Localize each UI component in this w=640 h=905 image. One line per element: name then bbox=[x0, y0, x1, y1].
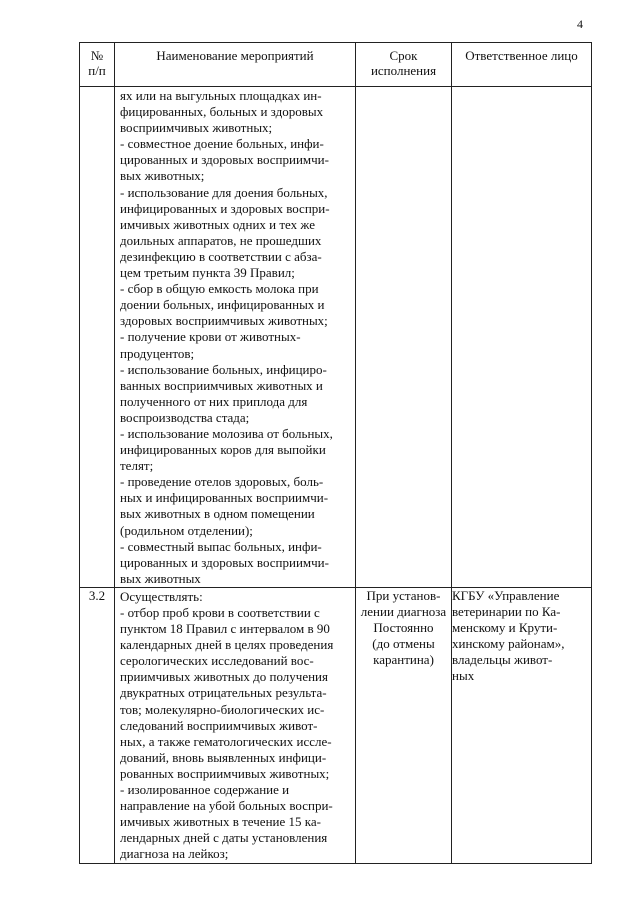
text-line: полученного от них приплода для bbox=[120, 393, 308, 409]
responsible-line: ных bbox=[452, 668, 475, 684]
text-line: - получение крови от животных- bbox=[120, 329, 301, 345]
text-line: пунктом 18 Правил с интервалом в 90 bbox=[120, 621, 330, 637]
text-line: фицированных, больных и здоровых bbox=[120, 104, 324, 120]
header-number-line1: № bbox=[90, 48, 104, 63]
text-line: цированных и здоровых восприимчи- bbox=[120, 152, 329, 168]
row2-number: 3.2 bbox=[80, 587, 115, 863]
text-line: ных, а также гематологических иссле- bbox=[120, 733, 332, 749]
row1-number bbox=[80, 87, 115, 588]
row1-term bbox=[356, 87, 452, 588]
term-line: Постоянно bbox=[373, 620, 434, 636]
text-line: инфицированных коров для выпойки bbox=[120, 442, 326, 458]
text-line: календарных дней в целях проведения bbox=[120, 637, 334, 653]
responsible-line: КГБУ «Управление bbox=[452, 587, 560, 603]
text-line: восприимчивых животных; bbox=[120, 120, 273, 136]
text-line: имчивых животных в течение 15 ка- bbox=[120, 814, 321, 830]
text-line: ванных восприимчивых животных и bbox=[120, 377, 323, 393]
text-line: дезинфекцию в соответствии с абза- bbox=[120, 248, 322, 264]
text-line: - сбор в общую емкость молока при bbox=[120, 281, 319, 297]
term-line: лении диагноза bbox=[360, 604, 447, 619]
text-line: цированных и здоровых восприимчи- bbox=[120, 554, 329, 570]
row2-responsible bbox=[452, 587, 592, 863]
responsible-line: владельцы живот- bbox=[452, 652, 553, 668]
text-line: (родильном отделении); bbox=[120, 522, 253, 538]
text-line: следований восприимчивых живот- bbox=[120, 717, 318, 733]
text-line: - совместный выпас больных, инфи- bbox=[120, 538, 322, 554]
text-line: доильных аппаратов, не прошедших bbox=[120, 232, 322, 248]
text-line: двукратных отрицательных результа- bbox=[120, 685, 327, 701]
text-line: серологических исследований вос- bbox=[120, 653, 314, 669]
header-term-line1: Срок bbox=[389, 48, 418, 63]
table-row bbox=[80, 87, 592, 588]
text-line: здоровых восприимчивых животных; bbox=[120, 313, 328, 329]
text-line: направление на убой больных воспри- bbox=[120, 798, 333, 814]
text-line: - использование для доения больных, bbox=[120, 184, 328, 200]
text-line: дований, вновь выявленных инфици- bbox=[120, 749, 327, 765]
term-line: карантина) bbox=[373, 652, 434, 668]
page-number: 4 bbox=[577, 17, 583, 31]
row1-text bbox=[115, 87, 355, 587]
text-line: доении больных, инфицированных и bbox=[120, 297, 325, 313]
text-line: - проведение отелов здоровых, боль- bbox=[120, 474, 324, 490]
text-line: имчивых животных одних и тех же bbox=[120, 216, 315, 232]
table-row bbox=[80, 587, 592, 863]
header-name bbox=[115, 43, 356, 87]
text-line: тов; молекулярно-биологических ис- bbox=[120, 701, 325, 717]
text-line: приимчивых животных до получения bbox=[120, 669, 328, 685]
responsible-line: хинскому районам», bbox=[452, 636, 565, 652]
text-line: - использование больных, инфициро- bbox=[120, 361, 327, 377]
text-line: Осуществлять: bbox=[120, 588, 203, 604]
text-line: вых животных в одном помещении bbox=[120, 506, 315, 522]
row1-responsible bbox=[452, 87, 592, 588]
text-line: - использование молозива от больных, bbox=[120, 425, 333, 441]
row2-text bbox=[115, 588, 355, 863]
header-term bbox=[356, 43, 452, 87]
term-line: При установ- bbox=[366, 587, 441, 603]
row2-measures bbox=[115, 587, 356, 863]
table-header-row bbox=[80, 43, 592, 87]
text-line: телят; bbox=[120, 458, 154, 474]
header-term-line2: исполнения bbox=[370, 63, 437, 78]
responsible-line: менскому и Крути- bbox=[452, 620, 558, 636]
responsible-line: ветеринарии по Ка- bbox=[452, 604, 561, 619]
row1-measures bbox=[115, 87, 356, 588]
text-line: - отбор проб крови в соответствии с bbox=[120, 605, 320, 620]
text-line: инфицированных и здоровых воспри- bbox=[120, 200, 330, 216]
text-line: продуцентов; bbox=[120, 345, 195, 361]
text-line: - совместное доение больных, инфи- bbox=[120, 136, 324, 152]
header-responsible bbox=[452, 43, 592, 87]
header-responsible-text: Ответственное лицо bbox=[465, 48, 578, 63]
text-line: вых животных bbox=[120, 570, 201, 586]
text-line: ных и инфицированных восприимчи- bbox=[120, 490, 329, 506]
text-line: воспроизводства стада; bbox=[120, 409, 250, 425]
text-line: ях или на выгульных площадках ин- bbox=[120, 88, 322, 103]
header-number-line2: п/п bbox=[88, 63, 106, 78]
text-line: - изолированное содержание и bbox=[120, 782, 290, 798]
measures-table bbox=[79, 42, 592, 864]
text-line: цем третьим пункта 39 Правил; bbox=[120, 265, 295, 281]
text-line: вых животных; bbox=[120, 168, 205, 184]
row2-term bbox=[356, 587, 452, 863]
text-line: диагноза на лейкоз; bbox=[120, 846, 229, 862]
header-name-text: Наименование мероприятий bbox=[156, 48, 314, 63]
term-line: (до отмены bbox=[372, 636, 435, 652]
text-line: лендарных дней с даты установления bbox=[120, 830, 328, 846]
text-line: рованных восприимчивых животных; bbox=[120, 765, 330, 781]
header-number bbox=[80, 43, 115, 87]
